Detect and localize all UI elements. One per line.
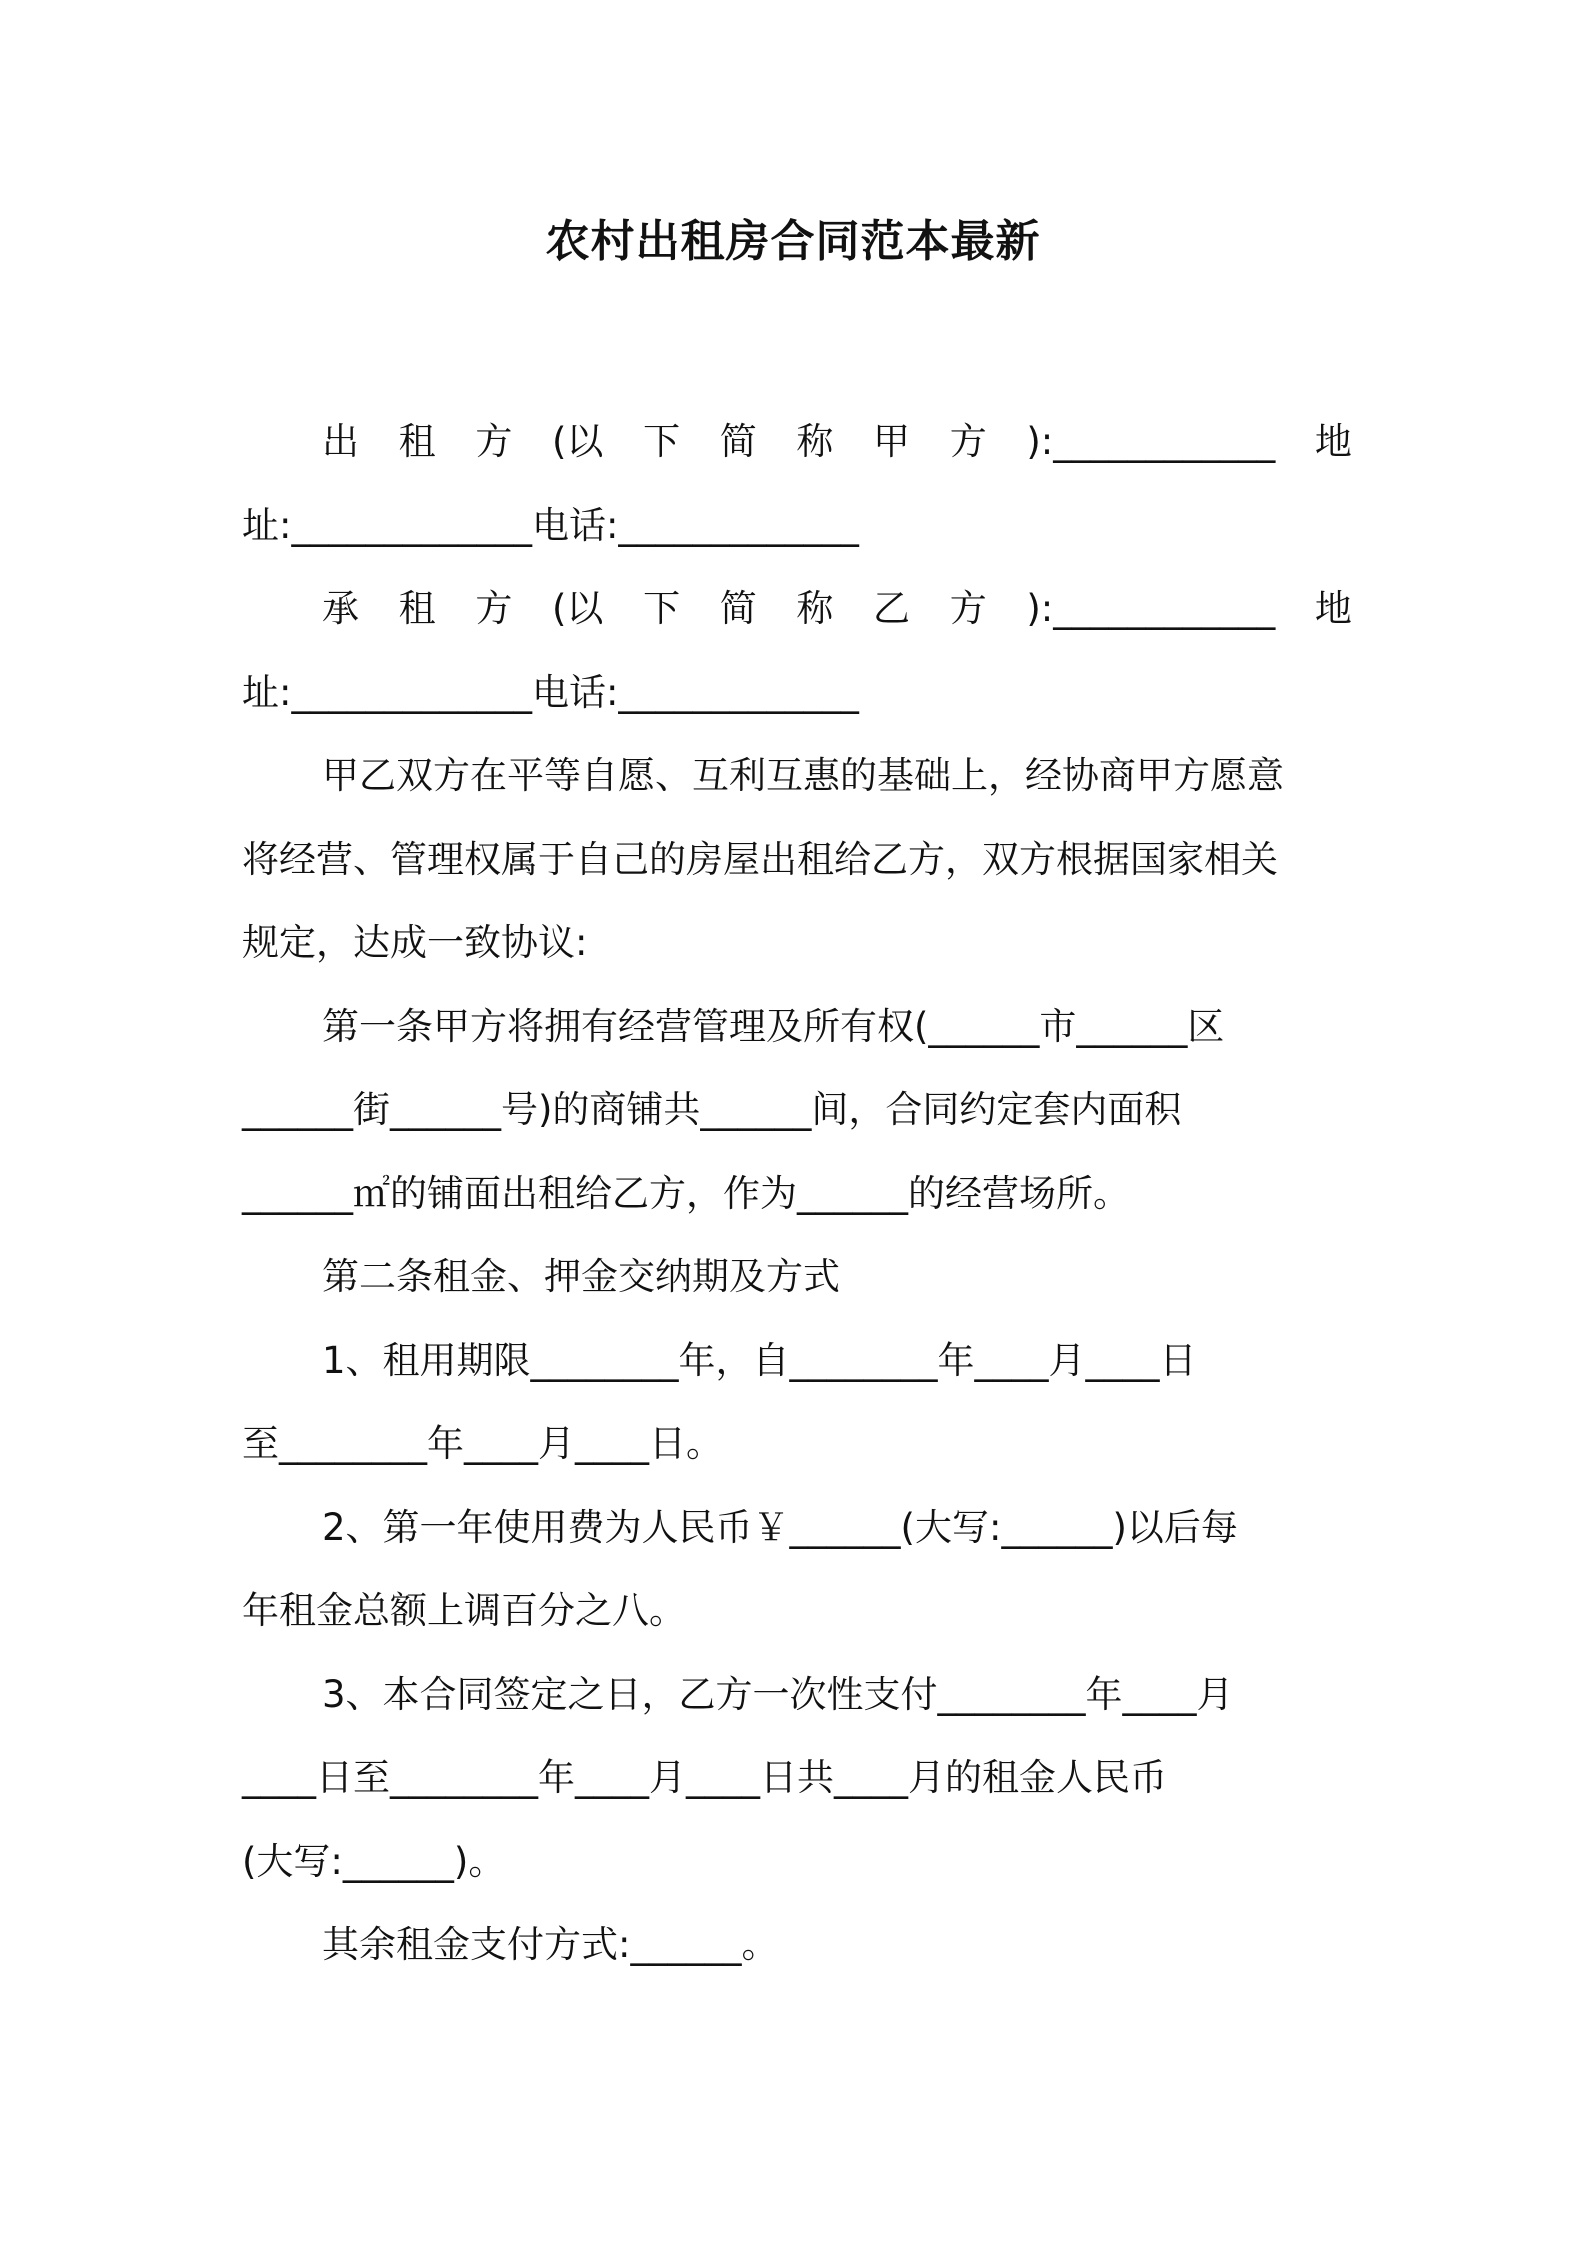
party_b-segment: ):____________ xyxy=(1026,587,1276,630)
article2-item1-line-2: 至________年____月____日。 xyxy=(242,1422,723,1465)
party_b-segment: 简 xyxy=(719,587,757,630)
article2-item2-line-2: 年租金总额上调百分之八。 xyxy=(242,1589,686,1632)
party_a-segment: 甲 xyxy=(873,420,911,463)
party-b-line-1 xyxy=(242,567,1352,651)
preamble-line-2: 将经营、管理权属于自己的房屋出租给乙方，双方根据国家相关 xyxy=(242,837,1278,881)
article1-line-2: ______街______号)的商铺共______间，合同约定套内面积 xyxy=(242,1088,1182,1131)
article1-line-3: ______㎡的铺面出租给乙方，作为______的经营场所。 xyxy=(242,1171,1130,1215)
party_b-segment: (以 xyxy=(551,587,604,630)
party_b-segment: 称 xyxy=(796,587,834,630)
party_b-segment: 下 xyxy=(643,587,681,630)
article2-heading: 第二条租金、押金交纳期及方式 xyxy=(322,1255,840,1298)
party_a-segment: 简 xyxy=(719,420,757,463)
article2-item1-line-1: 1、租用期限________年，自________年____月____日 xyxy=(322,1338,1197,1382)
preamble-line-1: 甲乙双方在平等自愿、互利互惠的基础上，经协商甲方愿意 xyxy=(322,754,1284,797)
party_a-segment: 方 xyxy=(475,420,513,463)
document-title: 农村出租房合同范本最新 xyxy=(545,216,1041,267)
party_a-segment: ):____________ xyxy=(1026,420,1276,463)
article2-item3-line-2: ____日至________年____月____日共____月的租金人民币 xyxy=(242,1756,1167,1799)
article2-item3-line-3: (大写:______)。 xyxy=(242,1839,506,1883)
party_a-segment: 下 xyxy=(643,420,681,463)
preamble-line-3: 规定，达成一致协议: xyxy=(242,921,588,964)
party_b-segment: 乙 xyxy=(873,587,911,630)
article2-other-payment: 其余租金支付方式:______。 xyxy=(322,1923,779,1966)
party_a-segment: 租 xyxy=(398,420,436,463)
party_a-segment: 称 xyxy=(796,420,834,463)
party_a-segment: 出 xyxy=(322,420,359,463)
party_a-segment: 地 xyxy=(1314,420,1352,463)
article1-line-1: 第一条甲方将拥有经营管理及所有权(______市______区 xyxy=(322,1004,1225,1048)
party_a-segment: 方 xyxy=(949,420,987,463)
party_b-segment: 方 xyxy=(949,587,987,630)
document-body xyxy=(242,400,1352,1987)
party_b-segment: 承 xyxy=(322,587,359,630)
party_a-segment: (以 xyxy=(551,420,604,463)
party_b-segment: 方 xyxy=(475,587,513,630)
party-a-line-2: 址:_____________电话:_____________ xyxy=(242,503,859,547)
party_b-segment: 租 xyxy=(398,587,436,630)
party-b-line-2: 址:_____________电话:_____________ xyxy=(242,670,859,714)
party_b-segment: 地 xyxy=(1314,587,1352,630)
article2-item2-line-1: 2、第一年使用费为人民币￥______(大写:______)以后每 xyxy=(322,1505,1238,1549)
article2-item3-line-1: 3、本合同签定之日，乙方一次性支付________年____月 xyxy=(322,1672,1234,1716)
party-a-line-1 xyxy=(242,400,1352,484)
